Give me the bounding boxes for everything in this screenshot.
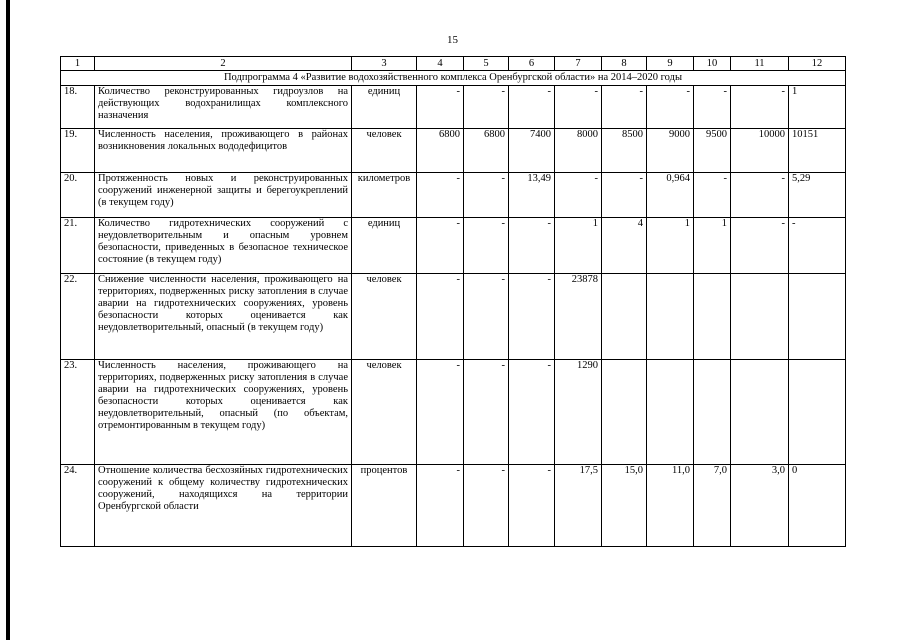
value-cell-last: 5,29	[789, 173, 846, 218]
value-cell: -	[509, 274, 555, 360]
value-cell: 1	[555, 218, 602, 274]
value-cell	[647, 360, 694, 465]
value-cell: -	[464, 173, 509, 218]
unit-cell: единиц	[352, 86, 417, 129]
indicators-table	[60, 56, 846, 547]
value-cell-last: 1	[789, 86, 846, 129]
value-cell: -	[417, 274, 464, 360]
value-cell	[602, 360, 647, 465]
unit-cell: процентов	[352, 465, 417, 547]
value-cell: 11,0	[647, 465, 694, 547]
value-cell-last: -	[789, 218, 846, 274]
row-number: 19.	[61, 129, 95, 173]
unit-cell: километров	[352, 173, 417, 218]
column-header: 9	[647, 57, 694, 71]
value-cell: -	[417, 360, 464, 465]
value-cell: -	[694, 86, 731, 129]
indicator-name: Снижение численности населения, проживающего на территориях, подверженных риску затопления в случае аварии на гидротехнических сооружениях, уровень безопасности которых оценивается как неудовлетворительный, опасный (в текущем году)	[95, 274, 352, 360]
value-cell: -	[602, 86, 647, 129]
indicator-name: Численность населения, проживающего в районах возникновения локальных вододефицитов	[95, 129, 352, 173]
unit-cell: человек	[352, 360, 417, 465]
value-cell: -	[731, 173, 789, 218]
subprogram-row	[61, 71, 846, 86]
value-cell: -	[555, 86, 602, 129]
value-cell: -	[464, 274, 509, 360]
value-cell: 13,49	[509, 173, 555, 218]
indicator-name: Количество реконструированных гидроузлов на действующих водохранилищах комплексного назначения	[95, 86, 352, 129]
value-cell: -	[417, 465, 464, 547]
row-number: 20.	[61, 173, 95, 218]
column-header: 7	[555, 57, 602, 71]
value-cell: 4	[602, 218, 647, 274]
column-header: 3	[352, 57, 417, 71]
value-cell: 17,5	[555, 465, 602, 547]
value-cell: -	[417, 86, 464, 129]
value-cell: -	[509, 465, 555, 547]
value-cell: 6800	[417, 129, 464, 173]
value-cell	[731, 274, 789, 360]
value-cell: 23878	[555, 274, 602, 360]
table-row	[61, 465, 846, 547]
column-header: 11	[731, 57, 789, 71]
page-number: 15	[447, 34, 458, 46]
column-header: 5	[464, 57, 509, 71]
value-cell-last	[789, 274, 846, 360]
table-row	[61, 173, 846, 218]
indicator-name: Количество гидротехнических сооружений с неудовлетворительным и опасным уровнем безопасности, приведенных в безопасное техническое состояние (в текущем году)	[95, 218, 352, 274]
value-cell-last	[789, 360, 846, 465]
indicator-name: Численность населения, проживающего на территориях, подверженных риску затопления в случае аварии на гидротехнических сооружениях, уровень безопасности которых оценивается как неудовлетворительный, опасный (по объектам, отремонтированным в текущем году)	[95, 360, 352, 465]
value-cell: -	[417, 218, 464, 274]
table-row	[61, 274, 846, 360]
unit-cell: человек	[352, 129, 417, 173]
value-cell: 6800	[464, 129, 509, 173]
value-cell	[602, 274, 647, 360]
column-header: 10	[694, 57, 731, 71]
value-cell: 7,0	[694, 465, 731, 547]
value-cell: -	[464, 465, 509, 547]
column-header: 1	[61, 57, 95, 71]
column-header: 12	[789, 57, 846, 71]
value-cell: 15,0	[602, 465, 647, 547]
subprogram-title: Подпрограмма 4 «Развитие водохозяйственного комплекса Оренбургской области» на 2014–2020 годы	[61, 71, 846, 86]
column-header: 4	[417, 57, 464, 71]
value-cell: 9000	[647, 129, 694, 173]
table-header-row	[61, 57, 846, 71]
value-cell: -	[647, 86, 694, 129]
value-cell: -	[555, 173, 602, 218]
value-cell: 7400	[509, 129, 555, 173]
scan-left-edge-bar	[6, 0, 10, 640]
value-cell: 8000	[555, 129, 602, 173]
value-cell: -	[417, 173, 464, 218]
table-row	[61, 129, 846, 173]
value-cell: 1	[694, 218, 731, 274]
value-cell: 9500	[694, 129, 731, 173]
indicator-name: Отношение количества бесхозяйных гидротехнических сооружений к общему количеству гидротехнических сооружений, находящихся на территории Оренбургской области	[95, 465, 352, 547]
column-header: 6	[509, 57, 555, 71]
table-row	[61, 360, 846, 465]
value-cell	[694, 274, 731, 360]
value-cell	[647, 274, 694, 360]
value-cell: 10000	[731, 129, 789, 173]
value-cell: -	[464, 360, 509, 465]
value-cell: -	[509, 360, 555, 465]
value-cell: -	[464, 86, 509, 129]
row-number: 22.	[61, 274, 95, 360]
value-cell	[694, 360, 731, 465]
value-cell	[731, 360, 789, 465]
value-cell: -	[694, 173, 731, 218]
value-cell: 1290	[555, 360, 602, 465]
column-header: 2	[95, 57, 352, 71]
value-cell: -	[509, 218, 555, 274]
row-number: 18.	[61, 86, 95, 129]
value-cell: -	[731, 218, 789, 274]
value-cell: 0,964	[647, 173, 694, 218]
unit-cell: человек	[352, 274, 417, 360]
value-cell: 1	[647, 218, 694, 274]
value-cell: -	[464, 218, 509, 274]
value-cell-last: 10151	[789, 129, 846, 173]
value-cell: -	[509, 86, 555, 129]
indicator-name: Протяженность новых и реконструированных сооружений инженерной защиты и берегоукреплений (в текущем году)	[95, 173, 352, 218]
row-number: 24.	[61, 465, 95, 547]
value-cell-last: 0	[789, 465, 846, 547]
value-cell: 8500	[602, 129, 647, 173]
table-row	[61, 86, 846, 129]
value-cell: 3,0	[731, 465, 789, 547]
row-number: 21.	[61, 218, 95, 274]
unit-cell: единиц	[352, 218, 417, 274]
value-cell: -	[731, 86, 789, 129]
column-header: 8	[602, 57, 647, 71]
value-cell: -	[602, 173, 647, 218]
table-row	[61, 218, 846, 274]
row-number: 23.	[61, 360, 95, 465]
